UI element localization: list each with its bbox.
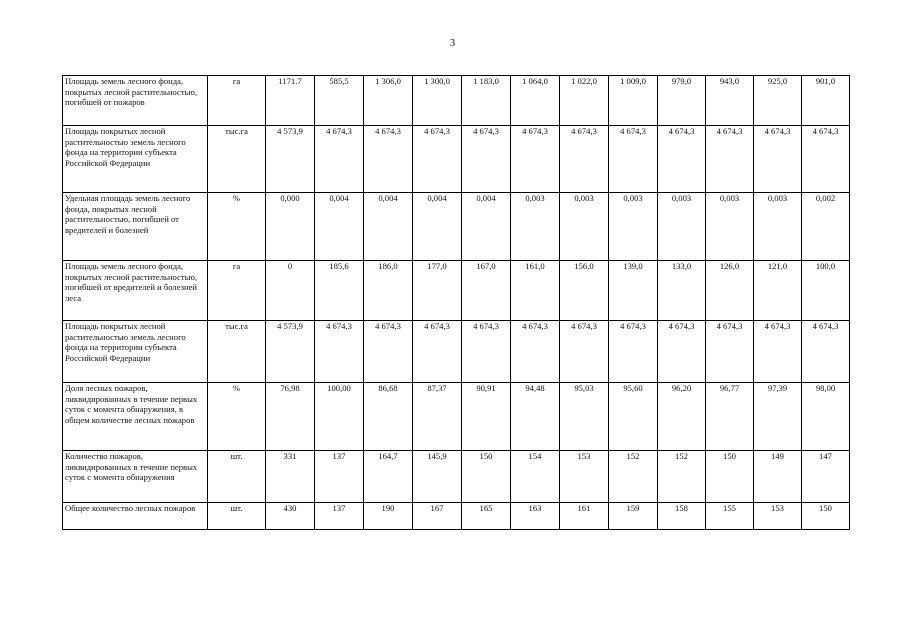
value-cell: 90,91 (462, 383, 511, 451)
value-cell: 167,0 (462, 261, 511, 321)
value-cell: 145,9 (413, 451, 462, 503)
value-cell: 0,004 (315, 193, 364, 261)
value-cell: 159 (609, 503, 658, 530)
value-cell: 4 674,3 (462, 126, 511, 193)
value-cell: 167 (413, 503, 462, 530)
value-cell: 186,0 (364, 261, 413, 321)
value-cell: 96,20 (658, 383, 706, 451)
value-cell: 1 064,0 (511, 76, 560, 126)
value-cell: 4 674,3 (364, 126, 413, 193)
value-cell: 156,0 (560, 261, 609, 321)
value-cell: 153 (754, 503, 802, 530)
table-row (63, 451, 850, 503)
value-cell: 0,004 (462, 193, 511, 261)
table-row (63, 321, 850, 383)
table-row (63, 383, 850, 451)
value-cell: 4 573,9 (266, 126, 315, 193)
value-cell: 4 674,3 (364, 321, 413, 383)
value-cell: 4 674,3 (658, 321, 706, 383)
value-cell: 155 (706, 503, 754, 530)
value-cell: 94,48 (511, 383, 560, 451)
value-cell: 4 674,3 (560, 126, 609, 193)
value-cell: 585,5 (315, 76, 364, 126)
value-cell: 943,0 (706, 76, 754, 126)
value-cell: 4 674,3 (511, 321, 560, 383)
value-cell: 1 183,0 (462, 76, 511, 126)
value-cell: 901,0 (802, 76, 850, 126)
table-row (63, 503, 850, 530)
value-cell: 86,68 (364, 383, 413, 451)
value-cell: 0,003 (754, 193, 802, 261)
value-cell: 4 674,3 (706, 126, 754, 193)
value-cell: 165 (462, 503, 511, 530)
value-cell: 4 674,3 (413, 321, 462, 383)
value-cell: 4 674,3 (511, 126, 560, 193)
value-cell: 87,37 (413, 383, 462, 451)
value-cell: 331 (266, 451, 315, 503)
value-cell: 152 (609, 451, 658, 503)
value-cell: 150 (706, 451, 754, 503)
value-cell: 4 674,3 (754, 321, 802, 383)
page-number: 3 (449, 38, 456, 49)
unit-cell: га (208, 261, 266, 321)
value-cell: 100,0 (802, 261, 850, 321)
unit-cell: шт. (208, 451, 266, 503)
value-cell: 4 674,3 (315, 126, 364, 193)
value-cell: 185,6 (315, 261, 364, 321)
value-cell: 177,0 (413, 261, 462, 321)
indicator-cell: Удельная площадь земель лесного фонда, покрытых лесной растительностью, погибшей от вредителей и болезней (63, 193, 208, 261)
value-cell: 4 674,3 (802, 126, 850, 193)
indicators-table (62, 75, 850, 530)
indicator-cell: Количество пожаров, ликвидированных в течение первых суток с момента обнаружения (63, 451, 208, 503)
unit-cell: % (208, 193, 266, 261)
value-cell: 163 (511, 503, 560, 530)
value-cell: 137 (315, 451, 364, 503)
value-cell: 158 (658, 503, 706, 530)
value-cell: 147 (802, 451, 850, 503)
value-cell: 0,004 (364, 193, 413, 261)
value-cell: 1 300,0 (413, 76, 462, 126)
indicator-cell: Доля лесных пожаров, ликвидированных в течение первых суток с момента обнаружения, в общем количестве лесных пожаров (63, 383, 208, 451)
value-cell: 137 (315, 503, 364, 530)
value-cell: 4 674,3 (658, 126, 706, 193)
value-cell: 979,0 (658, 76, 706, 126)
value-cell: 4 674,3 (560, 321, 609, 383)
indicator-cell: Площадь земель лесного фонда, покрытых лесной растительностью, погибшей от вредителей и болезней леса (63, 261, 208, 321)
value-cell: 133,0 (658, 261, 706, 321)
value-cell: 164,7 (364, 451, 413, 503)
value-cell: 152 (658, 451, 706, 503)
value-cell: 4 674,3 (706, 321, 754, 383)
table-row (63, 261, 850, 321)
value-cell: 139,0 (609, 261, 658, 321)
value-cell: 0,000 (266, 193, 315, 261)
value-cell: 1 306,0 (364, 76, 413, 126)
value-cell: 126,0 (706, 261, 754, 321)
value-cell: 96,77 (706, 383, 754, 451)
value-cell: 925,0 (754, 76, 802, 126)
value-cell: 150 (462, 451, 511, 503)
value-cell: 4 674,3 (754, 126, 802, 193)
unit-cell: % (208, 383, 266, 451)
indicator-cell: Площадь земель лесного фонда, покрытых лесной растительностью, погибшей от пожаров (63, 76, 208, 126)
value-cell: 1171.7 (266, 76, 315, 126)
value-cell: 0,003 (609, 193, 658, 261)
value-cell: 1 009,0 (609, 76, 658, 126)
value-cell: 149 (754, 451, 802, 503)
value-cell: 0,003 (658, 193, 706, 261)
table-row (63, 193, 850, 261)
value-cell: 76,98 (266, 383, 315, 451)
table-row (63, 76, 850, 126)
value-cell: 4 573,9 (266, 321, 315, 383)
value-cell: 190 (364, 503, 413, 530)
value-cell: 4 674,3 (413, 126, 462, 193)
value-cell: 430 (266, 503, 315, 530)
unit-cell: шт. (208, 503, 266, 530)
value-cell: 0,003 (706, 193, 754, 261)
value-cell: 150 (802, 503, 850, 530)
indicator-cell: Площадь покрытых лесной растительностью земель лесного фонда на территории субъекта Российской Федерации (63, 321, 208, 383)
table-row (63, 126, 850, 193)
unit-cell: га (208, 76, 266, 126)
value-cell: 98,00 (802, 383, 850, 451)
value-cell: 4 674,3 (315, 321, 364, 383)
value-cell: 100,00 (315, 383, 364, 451)
value-cell: 121,0 (754, 261, 802, 321)
unit-cell: тыс.га (208, 321, 266, 383)
value-cell: 4 674,3 (609, 321, 658, 383)
indicator-cell: Общее количество лесных пожаров (63, 503, 208, 530)
value-cell: 1 022,0 (560, 76, 609, 126)
value-cell: 153 (560, 451, 609, 503)
value-cell: 154 (511, 451, 560, 503)
value-cell: 0,003 (560, 193, 609, 261)
value-cell: 161 (560, 503, 609, 530)
value-cell: 0 (266, 261, 315, 321)
value-cell: 4 674,3 (609, 126, 658, 193)
value-cell: 0,002 (802, 193, 850, 261)
value-cell: 97,39 (754, 383, 802, 451)
unit-cell: тыс.га (208, 126, 266, 193)
value-cell: 95,03 (560, 383, 609, 451)
value-cell: 0,004 (413, 193, 462, 261)
value-cell: 0,003 (511, 193, 560, 261)
value-cell: 95,60 (609, 383, 658, 451)
value-cell: 4 674,3 (802, 321, 850, 383)
value-cell: 4 674,3 (462, 321, 511, 383)
indicator-cell: Площадь покрытых лесной растительностью земель лесного фонда на территории субъекта Российской Федерации (63, 126, 208, 193)
value-cell: 161,0 (511, 261, 560, 321)
